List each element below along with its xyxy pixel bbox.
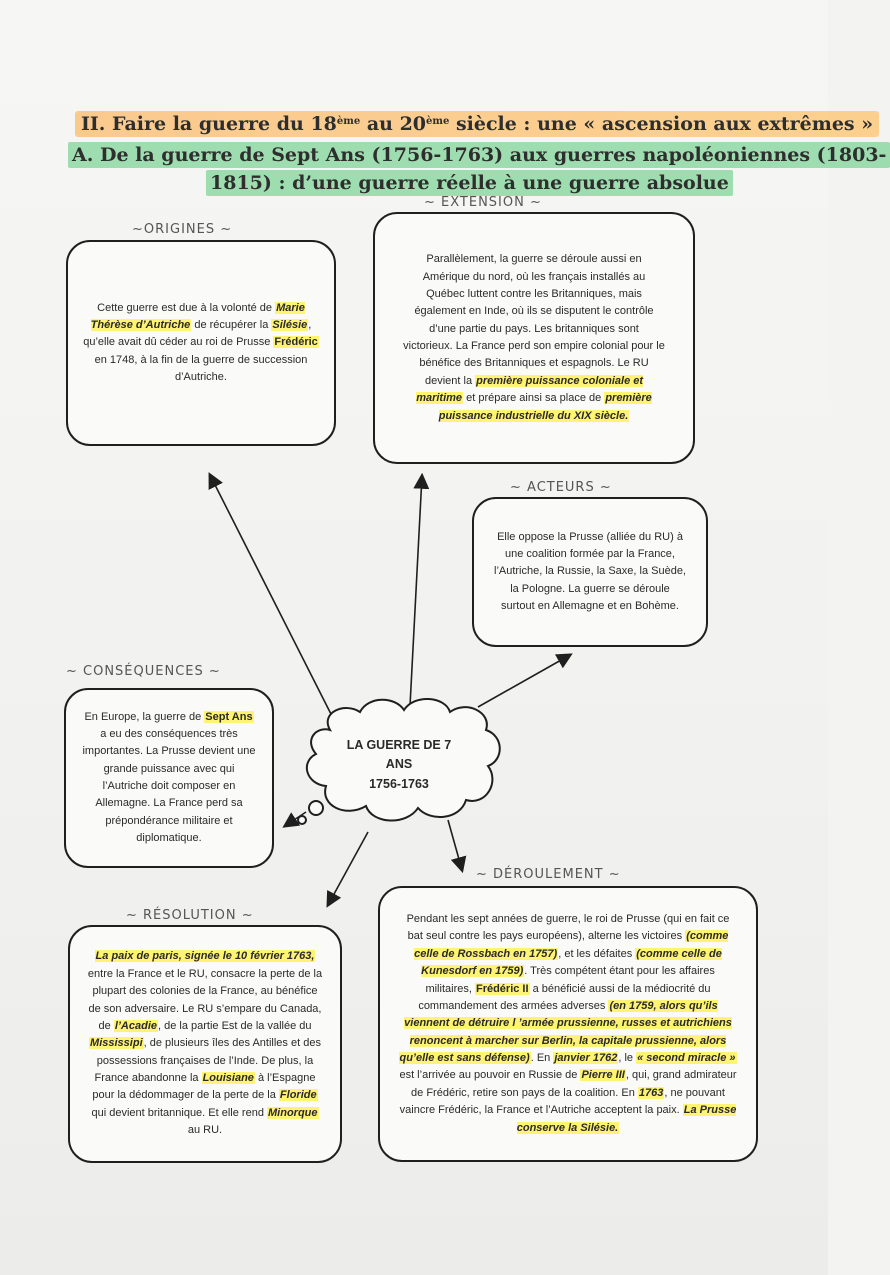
arrow-to-deroulement xyxy=(448,820,462,870)
box-extension: Parallèlement, la guerre se déroule aussi en Amérique du nord, où les français installés au Québec luttent contre les Britanniques, mais également en Inde, où ils se disputent le contrôle d’une partie du pays. Les britanniques sont victorieux. La France perd son empire colonial pour le bénéfice des Britanniques et espagnols. Le RU devient la première puissance coloniale et maritime et prépare ainsi sa place de première puissance industrielle du XIX siècle. xyxy=(373,212,695,464)
label-resolution: ~ RÉSOLUTION ~ xyxy=(126,908,254,923)
label-acteurs: ~ ACTEURS ~ xyxy=(510,480,612,495)
label-consequences: ~ CONSÉQUENCES ~ xyxy=(66,664,221,679)
box-acteurs: Elle oppose la Prusse (alliée du RU) à une coalition formée par la France, l’Autriche, la Russie, la Saxe, la Suède, la Pologne. La guerre se déroule surtout en Allemagne et en Bohème. xyxy=(472,497,708,647)
central-topic: LA GUERRE DE 7 ANS 1756-1763 xyxy=(346,738,452,791)
label-deroulement: ~ DÉROULEMENT ~ xyxy=(476,867,621,882)
label-origines: ~ORIGINES ~ xyxy=(132,222,233,237)
label-extension: ~ EXTENSION ~ xyxy=(424,195,542,210)
section-heading: II. Faire la guerre du 18ème au 20ème siècle : une « ascension aux extrêmes » xyxy=(75,113,879,135)
box-resolution: La paix de paris, signée le 10 février 1763, entre la France et le RU, consacre la perte de la plupart des colonies de la France, au bénéfice de son adversaire. Le RU s’empare du Canada, de l’Acadie, de la partie Est de la vallée du Mississipi, de plusieurs îles des Antilles et des possessions françaises de l’Inde. De plus, la France abandonne la Louisiane à l’Espagne pour la dédommager de la perte de la Floride qui devient britannique. Et elle rend Minorque au RU. xyxy=(68,925,342,1163)
box-consequences: En Europe, la guerre de Sept Ans a eu des conséquences très importantes. La Prusse devient une grande puissance avec qui l’Autriche doit composer en Allemagne. La France perd sa prépondérance militaire et diplomatique. xyxy=(64,688,274,868)
arrow-to-resolution xyxy=(328,832,368,905)
subsection-heading-line1: A. De la guerre de Sept Ans (1756-1763) aux guerres napoléoniennes (1803- xyxy=(68,144,890,166)
arrow-to-extension xyxy=(410,476,422,706)
arrow-to-origines xyxy=(210,475,335,722)
box-origines: Cette guerre est due à la volonté de Marie Thérèse d’Autriche de récupérer la Silésie, qu’elle avait dû céder au roi de Prusse Frédéric en 1748, à la fin de la guerre de succession d’Autriche. xyxy=(66,240,336,446)
arrow-to-acteurs xyxy=(478,655,570,707)
box-deroulement: Pendant les sept années de guerre, le roi de Prusse (qui en fait ce bat seul contre les pays européens), alterne les victoires (comme celle de Rossbach en 1757), et les défaites (comme celle de Kunesdorf en 1759). Très compétent étant pour les affaires militaires, Frédéric II a bénéficié aussi de la médiocrité du commandement des armées adverses (en 1759, alors qu’ils viennent de détruire l ’armée prussienne, russes et autrichiens renoncent à marcher sur Berlin, la capitale prussienne, alors qu’elle est sans défense). En janvier 1762, le « second miracle » est l’arrivée au pouvoir en Russie de Pierre III, qui, grand admirateur de Frédéric, retire son pays de la coalition. En 1763, ne pouvant vaincre Frédéric, la France et l’Autriche acceptent la paix. La Prusse conserve la Silésie. xyxy=(378,886,758,1162)
subsection-heading-line2: 1815) : d’une guerre réelle à une guerre absolue xyxy=(206,172,733,194)
